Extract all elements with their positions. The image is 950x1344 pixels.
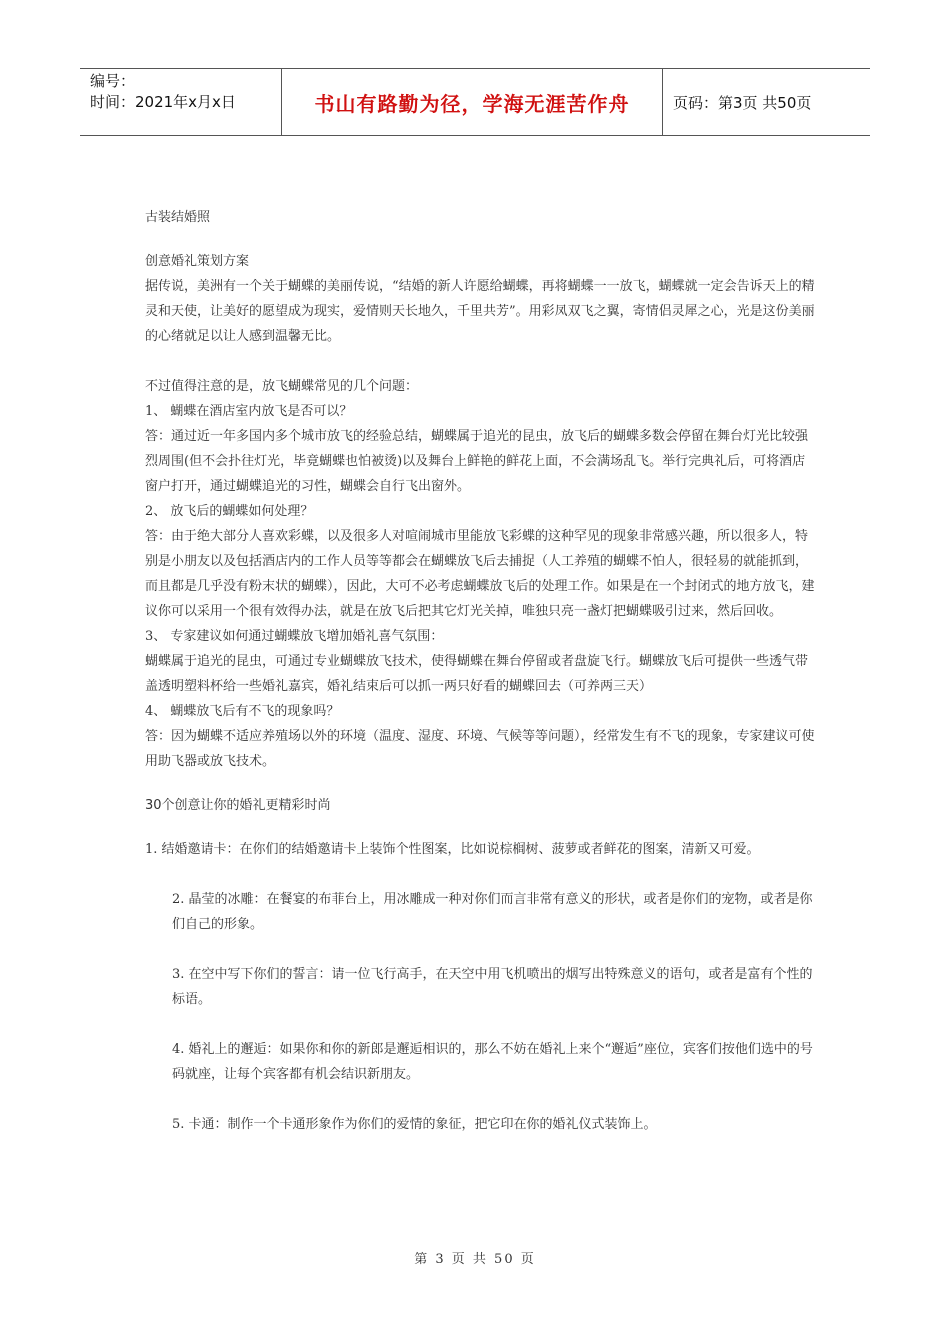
date-label: 时间：2021年x月x日 (90, 93, 236, 111)
motto: 书山有路勤为径，学海无涯苦作舟 (314, 91, 630, 116)
answer-3: 蝴蝶属于追光的昆虫，可通过专业蝴蝶放飞技术，使得蝴蝶在舞台停留或者盘旋飞行。蝴蝶放飞后可提供一些透气带盖透明塑料杯给一些婚礼嘉宾，婚礼结束后可以抓一两只好看的蝴蝶回去（可养两三天） (145, 654, 809, 694)
code-label: 编号： (90, 72, 136, 90)
header-meta (80, 69, 282, 135)
page-header (80, 68, 870, 136)
section-title: 30个创意让你的婚礼更精彩时尚 (145, 798, 331, 813)
answer-4: 答：因为蝴蝶不适应养殖场以外的环境（温度、湿度、环境、气候等等问题），经常发生有不飞的现象，专家建议可使用助飞器或放飞技术。 (145, 729, 815, 769)
section-title: 创意婚礼策划方案 (145, 254, 250, 269)
question-3: 3、 专家建议如何通过蝴蝶放飞增加婚礼喜气氛围： (145, 629, 444, 644)
list-item: 1. 结婚邀请卡：在你们的结婚邀请卡上装饰个性图案，比如说棕榈树、菠萝或者鲜花的图案，清新又可爱。 (145, 842, 760, 857)
list-item: 4. 婚礼上的邂逅：如果你和你的新郎是邂逅相识的，那么不妨在婚礼上来个“邂逅”座位，宾客们按他们选中的号码就座，让每个宾客都有机会结识新朋友。 (172, 1042, 813, 1082)
question-1: 1、 蝴蝶在酒店室内放飞是否可以？ (145, 404, 353, 419)
header-page-cell (663, 69, 870, 135)
list-item: 2. 晶莹的冰雕：在餐宴的布菲台上，用冰雕成一种对你们而言非常有意义的形状，或者是你们的宠物，或者是你们自己的形象。 (172, 892, 813, 932)
intro-paragraph: 据传说，美洲有一个关于蝴蝶的美丽传说，“结婚的新人许愿给蝴蝶，再将蝴蝶一一放飞，蝴蝶就一定会告诉天上的精灵和天使，让美好的愿望成为现实，爱情则天长地久，千里共芳”。用彩凤双飞之翼，寄情侣灵犀之心，光是这份美丽的心绪就足以让人感到温馨无比。 (145, 279, 815, 344)
question-2: 2、 放飞后的蝴蝶如何处理？ (145, 504, 314, 519)
doc-title: 古装结婚照 (145, 210, 211, 225)
list-item: 3. 在空中写下你们的誓言：请一位飞行高手，在天空中用飞机喷出的烟写出特殊意义的语句，或者是富有个性的标语。 (172, 967, 813, 1007)
header-motto-cell (282, 69, 663, 135)
list-item: 5. 卡通：制作一个卡通形象作为你们的爱情的象征，把它印在你的婚礼仪式装饰上。 (172, 1117, 657, 1132)
document-body (145, 205, 815, 1137)
notice-paragraph: 不过值得注意的是，放飞蝴蝶常见的几个问题： (145, 379, 419, 394)
answer-1: 答：通过近一年多国内多个城市放飞的经验总结，蝴蝶属于追光的昆虫，放飞后的蝴蝶多数会停留在舞台灯光比较强烈周围(但不会扑往灯光，毕竟蝴蝶也怕被烫)以及舞台上鲜艳的鲜花上面，不会满场乱飞。举行完典礼后，可将酒店窗户打开，通过蝴蝶追光的习性，蝴蝶会自行飞出窗外。 (145, 429, 809, 494)
question-4: 4、 蝴蝶放飞后有不飞的现象吗？ (145, 704, 340, 719)
answer-2: 答：由于绝大部分人喜欢彩蝶，以及很多人对喧闹城市里能放飞彩蝶的这种罕见的现象非常感兴趣，所以很多人，特别是小朋友以及包括酒店内的工作人员等等都会在蝴蝶放飞后去捕捉（人工养殖的蝴蝶不怕人，很轻易的就能抓到，而且都是几乎没有粉末状的蝴蝶），因此，大可不必考虑蝴蝶放飞后的处理工作。如果是在一个封闭式的地方放飞，建议你可以采用一个很有效得办法，就是在放飞后把其它灯光关掉，唯独只亮一盏灯把蝴蝶吸引过来，然后回收。 (145, 529, 815, 619)
footer-page-number: 第 3 页 共 50 页 (414, 1252, 536, 1267)
page-label: 页码：第3页 共50页 (673, 93, 812, 112)
page-footer (0, 1248, 950, 1267)
